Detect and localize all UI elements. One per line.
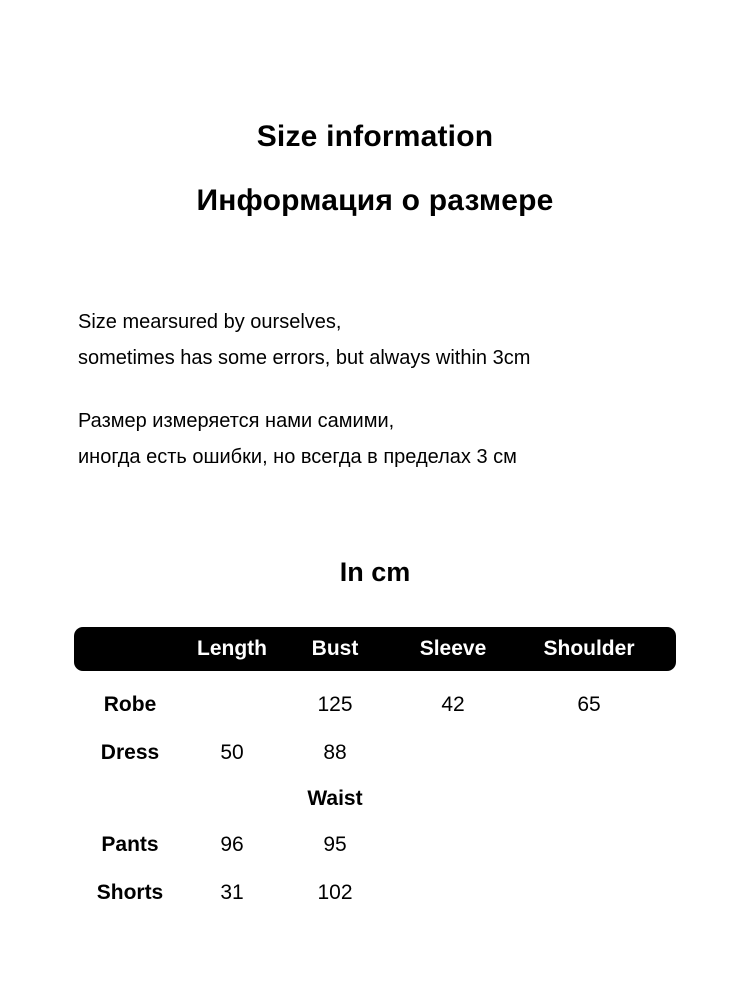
cell-dress-bust: 88 xyxy=(323,741,347,764)
cell-robe-sleeve: 42 xyxy=(441,693,465,716)
cell-robe-bust: 125 xyxy=(317,693,353,716)
table-subheader-row xyxy=(74,777,676,821)
table-header-bust: Bust xyxy=(311,637,359,660)
note-english-line-1: Size mearsured by ourselves, xyxy=(78,311,342,333)
measurement-note-english xyxy=(78,304,530,376)
table-header-row xyxy=(74,627,676,671)
table-header-shoulder: Shoulder xyxy=(543,637,635,660)
cell-robe-shoulder: 65 xyxy=(577,693,601,716)
note-russian-line-2: иногда есть ошибки, но всегда в пределах 3 см xyxy=(78,446,517,468)
table-row xyxy=(74,821,676,869)
table-row xyxy=(74,869,676,917)
table-top-spacer xyxy=(74,671,676,681)
measurement-note-russian xyxy=(78,403,517,475)
row-label-shorts: Shorts xyxy=(96,881,164,904)
table-header-sleeve: Sleeve xyxy=(419,637,487,660)
unit-label: In cm xyxy=(339,557,411,587)
page-title-russian: Информация о размере xyxy=(196,184,554,217)
row-label-pants: Pants xyxy=(101,833,159,856)
subheader-waist: Waist xyxy=(307,787,363,810)
page-title-english: Size information xyxy=(256,120,494,153)
cell-dress-length: 50 xyxy=(220,741,244,764)
table-row xyxy=(74,681,676,729)
cell-shorts-length: 31 xyxy=(220,881,244,904)
table-header-length: Length xyxy=(197,637,267,660)
cell-shorts-waist: 102 xyxy=(317,881,353,904)
size-chart-table xyxy=(74,627,676,917)
table-row xyxy=(74,729,676,777)
note-russian-line-1: Размер измеряется нами самими, xyxy=(78,410,395,432)
row-label-dress: Dress xyxy=(100,741,160,764)
row-label-robe: Robe xyxy=(103,693,157,716)
cell-pants-length: 96 xyxy=(220,833,244,856)
cell-pants-waist: 95 xyxy=(323,833,347,856)
note-english-line-2: sometimes has some errors, but always within 3cm xyxy=(78,347,531,369)
table-body xyxy=(74,671,676,917)
